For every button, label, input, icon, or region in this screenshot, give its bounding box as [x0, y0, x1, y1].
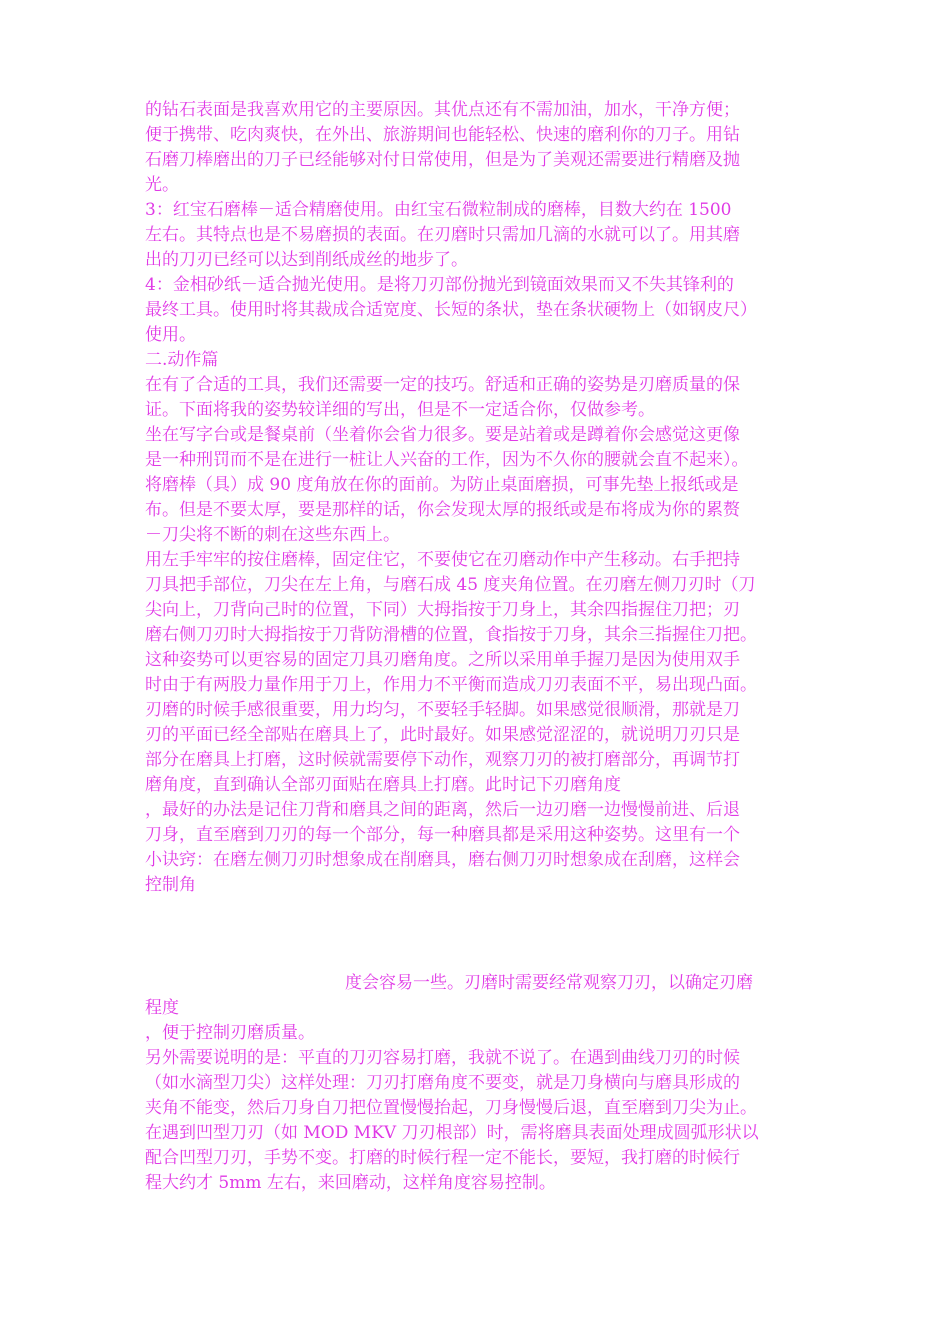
text-line: 用左手牢牢的按住磨棒，固定住它，不要使它在刃磨动作中产生移动。右手把持 — [145, 550, 740, 570]
text-line: 刀具把手部位，刀尖在左上角，与磨石成 45 度夹角位置。在刃磨左侧刀刃时（刀 — [145, 575, 756, 595]
text-line: 3：红宝石磨棒－适合精磨使用。由红宝石微粒制成的磨棒，目数大约在 1500 — [145, 200, 732, 220]
text-line: 使用。 — [145, 325, 196, 345]
text-line: 便于携带、吃肉爽快，在外出、旅游期间也能轻松、快速的磨利你的刀子。用钻 — [145, 125, 740, 145]
text-line: 的钻石表面是我喜欢用它的主要原因。其优点还有不需加油，加水，干净方便； — [145, 100, 740, 120]
text-line: 在遇到凹型刀刃（如 MOD MKV 刀刃根部）时，需将磨具表面处理成圆弧形状以 — [145, 1123, 759, 1143]
text-line: ，便于控制刃磨质量。 — [145, 1023, 315, 1043]
text-line: ，最好的办法是记住刀背和磨具之间的距离，然后一边刃磨一边慢慢前进、后退 — [145, 800, 740, 820]
text-line: 配合凹型刀刃，手势不变。打磨的时候行程一定不能长，要短，我打磨的时候行 — [145, 1148, 740, 1168]
text-line: 尖向上，刀背向己时的位置，下同）大拇指按于刀身上，其余四指握住刀把；刃 — [145, 600, 740, 620]
text-line: 控制角 — [145, 875, 196, 895]
text-line: 刃的平面已经全部贴在磨具上了，此时最好。如果感觉涩涩的，就说明刀刃只是 — [145, 725, 740, 745]
text-line: 刀身，直至磨到刀刃的每一个部分，每一种磨具都是采用这种姿势。这里有一个 — [145, 825, 740, 845]
text-line: 夹角不能变，然后刀身自刀把位置慢慢抬起，刀身慢慢后退，直至磨到刀尖为止。 — [145, 1098, 757, 1118]
text-line: 布。但是不要太厚，要是那样的话，你会发现太厚的报纸或是布将成为你的累赘 — [145, 500, 740, 520]
text-line: 光。 — [145, 175, 179, 195]
text-line: 证。下面将我的姿势较详细的写出，但是不一定适合你，仅做参考。 — [145, 400, 655, 420]
text-line: 出的刀刃已经可以达到削纸成丝的地步了。 — [145, 250, 468, 270]
text-line: 另外需要说明的是：平直的刀刃容易打磨，我就不说了。在遇到曲线刀刃的时候 — [145, 1048, 740, 1068]
text-line: （如水滴型刀尖）这样处理：刀刃打磨角度不要变，就是刀身横向与磨具形成的 — [145, 1073, 740, 1093]
text-line: 程度 — [145, 998, 179, 1018]
text-line: 是一种刑罚而不是在进行一桩让人兴奋的工作，因为不久你的腰就会直不起来）。 — [145, 450, 749, 470]
section-heading: 二.动作篇 — [145, 350, 219, 370]
text-line: 左右。其特点也是不易磨损的表面。在刃磨时只需加几滴的水就可以了。用其磨 — [145, 225, 740, 245]
text-line: 磨右侧刀刃时大拇指按于刀背防滑槽的位置，食指按于刀身，其余三指握住刀把。 — [145, 625, 757, 645]
text-line: 石磨刀棒磨出的刀子已经能够对付日常使用，但是为了美观还需要进行精磨及抛 — [145, 150, 740, 170]
text-line: 将磨棒（具）成 90 度角放在你的面前。为防止桌面磨损，可事先垫上报纸或是 — [145, 475, 739, 495]
text-line: －刀尖将不断的刺在这些东西上。 — [145, 525, 400, 545]
text-line: 程大约才 5mm 左右，来回磨动，这样角度容易控制。 — [145, 1173, 556, 1193]
text-line: 度会容易一些。刃磨时需要经常观察刀刃，以确定刃磨 — [345, 973, 753, 993]
text-line: 在有了合适的工具，我们还需要一定的技巧。舒适和正确的姿势是刃磨质量的保 — [145, 375, 740, 395]
text-line: 4：金相砂纸－适合抛光使用。是将刀刃部份抛光到镜面效果而又不失其锋利的 — [145, 275, 734, 295]
text-line: 这种姿势可以更容易的固定刀具刃磨角度。之所以采用单手握刀是因为使用双手 — [145, 650, 740, 670]
text-line: 部分在磨具上打磨，这时候就需要停下动作，观察刀刃的被打磨部分，再调节打 — [145, 750, 740, 770]
text-line: 坐在写字台或是餐桌前（坐着你会省力很多。要是站着或是蹲着你会感觉这更像 — [145, 425, 740, 445]
text-line: 时由于有两股力量作用于刀上，作用力不平衡而造成刀刃表面不平，易出现凸面。 — [145, 675, 757, 695]
text-line: 磨角度，直到确认全部刃面贴在磨具上打磨。此时记下刃磨角度 — [145, 775, 621, 795]
text-line: 小诀窍：在磨左侧刀刃时想象成在削磨具，磨右侧刀刃时想象成在刮磨，这样会 — [145, 850, 740, 870]
text-line: 刃磨的时候手感很重要，用力均匀，不要轻手轻脚。如果感觉很顺滑，那就是刀 — [145, 700, 740, 720]
text-line: 最终工具。使用时将其裁成合适宽度、长短的条状，垫在条状硬物上（如钢皮尺） — [145, 300, 757, 320]
